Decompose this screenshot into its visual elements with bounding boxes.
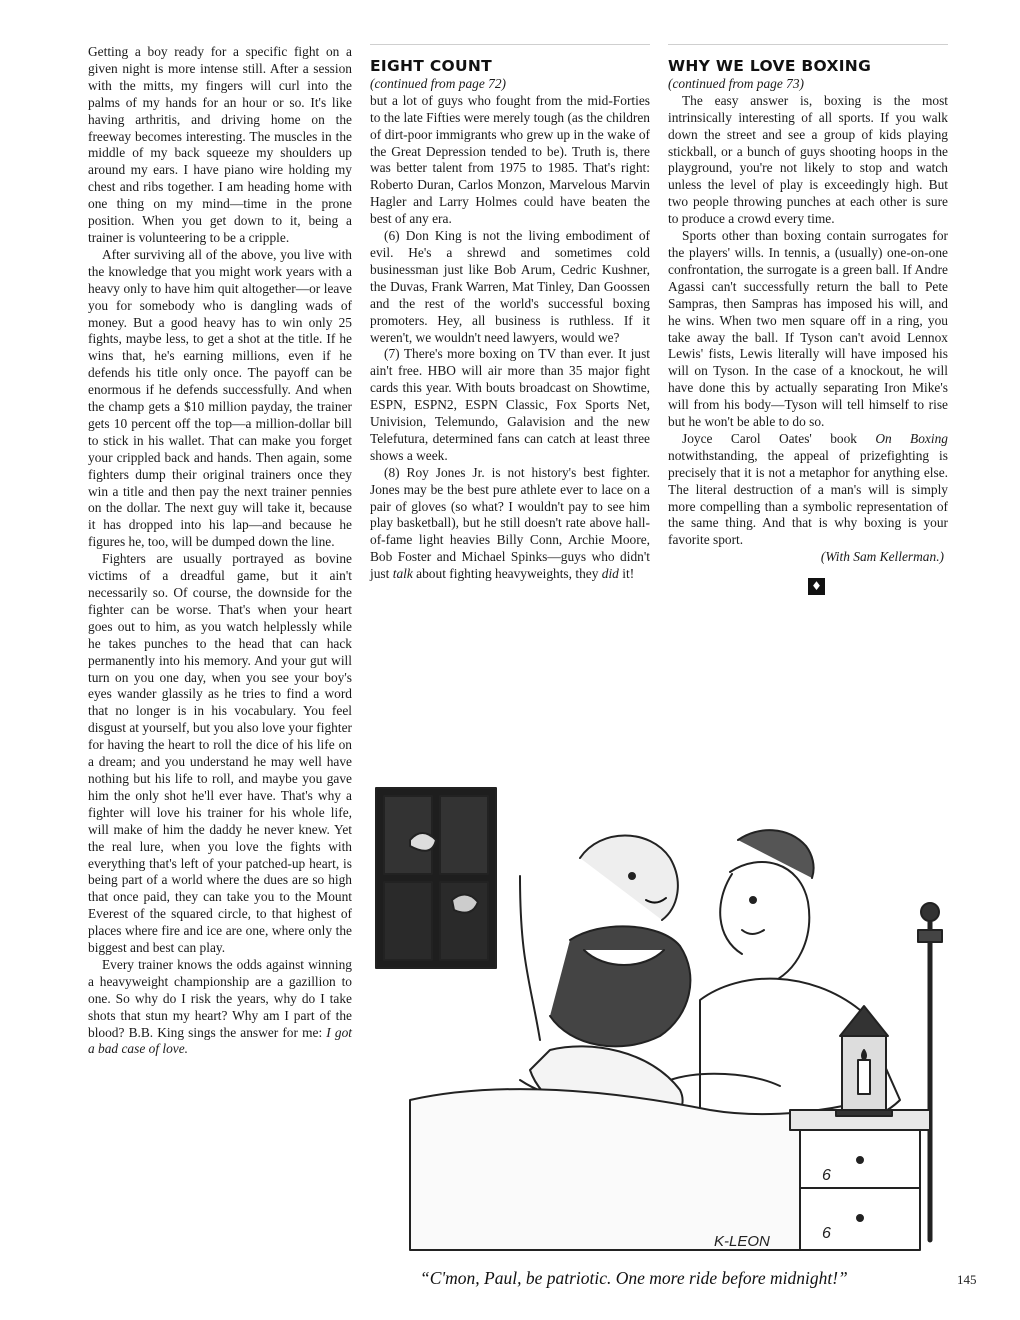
article-column-1 <box>88 44 352 1058</box>
artist-signature: K-LEON <box>714 1233 770 1250</box>
paragraph-text: notwithstanding, the appeal of prizefighting is precisely that it is not a metaphor for anything else. The literal destruction of a man's will is simply more compelling than a symbolic representation of the same thing. And that is why boxing is your favorite sport. <box>668 447 948 548</box>
book-title: On Boxing <box>875 430 948 446</box>
woman-figure <box>520 836 690 1131</box>
author-credit: (With Sam Kellerman.) <box>820 549 944 565</box>
continued-note: (continued from page 72) <box>370 75 506 91</box>
continued-note: (continued from page 73) <box>668 75 804 91</box>
paragraph: (6) Don King is not the living embodiment of evil. He's a shrewd and sometimes cold businessman just like Bob Arum, Cedric Kushner, the Duvas, Frank Warren, Mat Tinley, Dan Goossen and the rest of the world's successful boxing promoters. Hey, all business is ruthless. If it weren't, we wouldn't need lawyers, would we? <box>370 228 650 345</box>
paragraph: Sports other than boxing contain surrogates for the players' wills. In tennis, a (usually) one-on-one confrontation, the surrogate is a green ball. If Andre Agassi can't successfully return the ball to Pete Sampras, then Sampras has imposed his will, and he wins. When two men square off in a ring, you take away the ball. If Tyson can't avoid Lennox Lewis' fists, Lewis literally will have imposed his will on Tyson. In the case of a knockout, he will have done this by actually separating Iron Mike's will from his body—Tyson will tell himself to rise but he won't be able to do so. <box>668 228 948 430</box>
emphasis: talk <box>392 566 413 582</box>
article-column-2 <box>370 40 650 583</box>
paragraph <box>370 465 650 583</box>
cartoon-caption: “C'mon, Paul, be patriotic. One more ride before midnight!” <box>420 1268 848 1288</box>
section-heading: WHY WE LOVE BOXING <box>668 57 872 75</box>
window <box>376 788 496 968</box>
nightstand <box>790 1110 930 1250</box>
paragraph: The easy answer is, boxing is the most intrinsically interesting of all sports. If you walk down the street and see a group of kids playing stickball, or a bunch of guys shooting hoops in the playground, you're not likely to stop and watch unless the level of play is exceedingly high. But two people throwing punches at each other is sure to produce a crowd every time. <box>668 92 948 227</box>
paragraph-text: it! <box>622 566 635 582</box>
bunny-logo-icon: ♦ <box>808 578 825 595</box>
song-title: I got a bad case of love. <box>88 1024 352 1057</box>
paragraph: Getting a boy ready for a specific fight on a given night is more intense still. After a session with the mitts, my fingers will curl into the palms of my hands for an hour or so. It's like having arthritis, and driving home on the freeway becomes interesting. The muscles in the middle of my back squeeze my shoulders up around my ears. I have piano wire holding my chest and ribs together. I am heading home with one thing on my mind—time in the prone position. When you get down to it, being a trainer is volunteering to be a cripple. <box>88 44 352 245</box>
paragraph: (7) There's more boxing on TV than ever. It just ain't free. HBO will air more than 35 major fight cards this year. With bouts broadcast on Showtime, ESPN, ESPN2, ESPN Classic, Fox Sports Net, Univision, Telemundo, Galavision and the new Telefutura, determined fans can catch at least three shows a week. <box>370 346 650 463</box>
paragraph <box>88 957 352 1058</box>
paragraph: but a lot of guys who fought from the mid-Forties to the late Fifties were merely tough (as the children of dirt-poor immigrants who grew up in the wake of the Great Depression tended to be). Truth is, there was better talent from 1975 to 1985. That's right: Roberto Duran, Carlos Monzon, Marvelous Marvin Hagler and Larry Holmes could have beaten the best of any era. <box>370 92 650 227</box>
drawer-number: 6 <box>822 1167 831 1184</box>
paragraph: Fighters are usually portrayed as bovine victims of a dreadful game, but it ain't necessarily so. Of course, the downside for the fighter can be worse. That's when your heart goes out to him, as you watch helplessly while he takes punches to the head that can hack permanently into his memory. And your gut will turn on you one day, when you see your boy's eyes wander glassily as he tries to find a word that no longer is in his vocabulary. You feel disgust at yourself, but you also love your fighter for having the heart to roll the dice of his life on a dream; and you understand he may well have nothing but his life to roll, and maybe you gave him the only shot he'll ever have. That's why a fighter will love his trainer for his whole life, will make of him the daddy he never knew. Yet the real lure, when you love the fights with everything that's left of your patched-up heart, is being part of a world where the dues are so high that once paid, they can take you to the Mount Everest of the squared circle, to that highest of places where fire and ice are one, where only the biggest and best can play. <box>88 551 352 956</box>
page-number: 145 <box>957 1272 977 1287</box>
article-column-3 <box>668 40 948 595</box>
paragraph <box>668 431 948 549</box>
drawer-number: 6 <box>822 1225 831 1242</box>
emphasis: did <box>601 566 619 582</box>
paragraph: After surviving all of the above, you live with the knowledge that you might work years with a heavy only to have him quit altogether—or leave you for somebody who is dangling wads of money. But a good heavy has to win only 25 fights, maybe less, to get a shot at the title. If he wins that, he's earning millions, even if he defends his title only once. The payoff can be enormous if he defends successfully. And when the champ gets a $10 million payday, the trainer gets 10 percent off the top—a million-dollar bill to stick in his wallet. That can make you forget your crippled back and hands. Then again, some fighters dump their original trainers once they win a title and then pay the next trainer pennies on the dollar. The next guy will take it, because it has dropped into his lap—and because he figures he, too, will be dumped down the line. <box>88 246 352 550</box>
paragraph-text: Every trainer knows the odds against winning a heavyweight championship are a gazillion to one. So why do I risk the years, why do I take shots that stun my heart? Why am I part of the blood? B.B. King sings the answer for me: <box>88 956 352 1040</box>
section-heading: EIGHT COUNT <box>370 57 493 75</box>
paragraph-text: (8) Roy Jones Jr. is not history's best fighter. Jones may be the best pure athlete ever to lace on a pair of gloves (so what? I wouldn't pay to see him play basketball), but he still doesn't rate above hall-of-fame light heavies Billy Conn, Archie Moore, Bob Foster and Michael Spinks—guys who didn't just <box>370 464 650 582</box>
paragraph-text: about fighting heavyweights, they <box>416 566 599 582</box>
cartoon-illustration <box>370 780 950 1258</box>
paragraph-text: Joyce Carol Oates' book <box>682 430 857 446</box>
